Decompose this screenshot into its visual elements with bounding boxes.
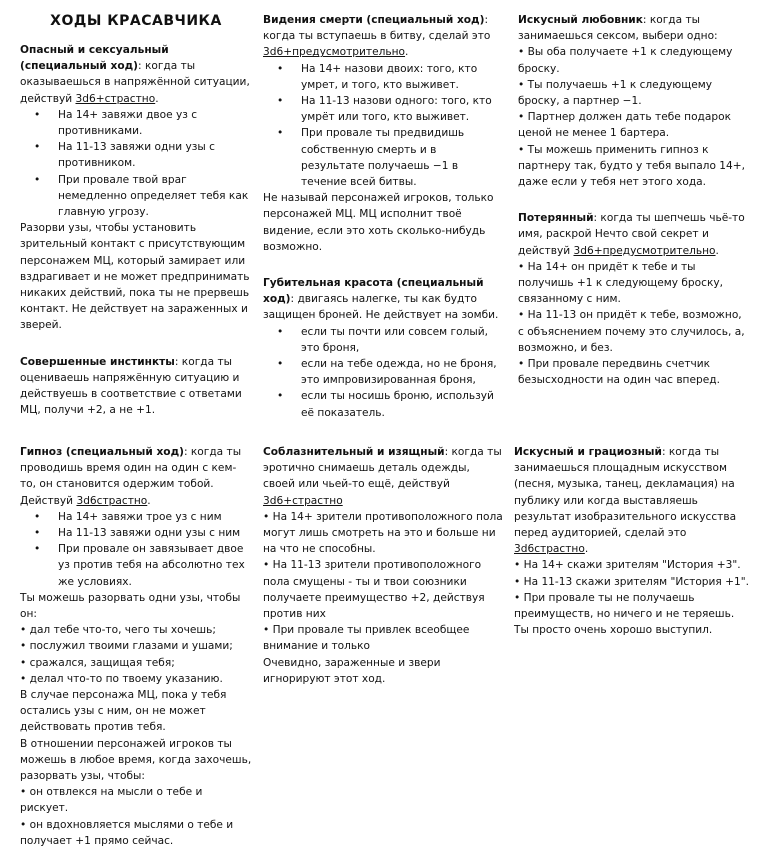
move-note: В отношении персонажей игроков ты можешь в любое время, когда захочешь, разорвать узы, чтобы:: [20, 737, 252, 783]
roll-formula: 3d6+страстно: [263, 494, 343, 507]
option-item: • если на тебе одежда, но не броня, это импровизированная броня,: [263, 356, 503, 388]
move-dangerous-sexy: [20, 42, 252, 334]
bullet-line: • он вдохновляется мыслями о тебе и получает +1 прямо сейчас.: [20, 818, 234, 847]
column-3-bottom: [514, 444, 750, 648]
option-item: • На 11-13 завяжи одни узы с ним: [20, 525, 252, 541]
option-item: • На 11-13 завяжи одни узы с противником.: [20, 139, 252, 171]
move-name: Потерянный: [518, 212, 594, 225]
move-options: [263, 61, 503, 191]
move-lost: [518, 210, 750, 388]
move-description: Потерянный: когда ты шепчешь чьё-то имя, раскрой Нечто свой секрет и действуй 3d6+предусмотрительно.: [518, 212, 745, 257]
option-item: • При провале твой враг немедленно определяет тебя как главную угрозу.: [20, 172, 252, 221]
move-description: Опасный и сексуальный (специальный ход): когда ты оказываешься в напряжённой ситуации, действуй 3d6+страстно.: [20, 44, 250, 105]
bullet-line: • послужил твоими глазами и ушами;: [20, 640, 233, 653]
move-name: Губительная красота (специальный ход): [263, 277, 484, 306]
move-death-visions: [263, 12, 503, 255]
column-2-top: [263, 12, 503, 431]
move-name: Искусный любовник: [518, 14, 643, 26]
bullet-line: • На 11-13 зрители противоположного пола смущены - ты и твои союзники получаете преимущество +2, действуя против них: [263, 559, 485, 621]
bullet-line: • При провале передвинь счетчик безысходности на один час вперед.: [518, 358, 720, 387]
option-item: • При провале ты предвидишь собственную смерть и в результате получаешь −1 в течение всей битвы.: [263, 125, 503, 190]
move-note: В случае персонажа МЦ, пока у тебя остались узы с ним, он не может действовать против тебя.: [20, 689, 227, 734]
move-perfect-instincts: [20, 354, 252, 419]
move-description: Искусный и грациозный: когда ты занимаешься площадным искусством (песня, музыка, танец, декламация) на публику или когда выставляешь результат изобразительного искусства перед аудиторией, сделай это 3d6страстно.: [514, 446, 737, 556]
roll-formula: 3d6страстно: [76, 494, 148, 507]
move-note: Не называй персонажей игроков, только персонажей МЦ. МЦ исполнит твоё видение, если это хоть сколько-нибудь возможно.: [263, 192, 494, 253]
move-name: Опасный и сексуальный (специальный ход): [20, 44, 169, 73]
option-item: • если ты почти или совсем голый, это броня,: [263, 324, 503, 356]
move-seductive-graceful: [263, 444, 503, 687]
page-title: ХОДЫ КРАСАВЧИКА: [50, 13, 222, 29]
column-3-top: [518, 12, 750, 398]
option-item: • На 11-13 назови одного: того, кто умрёт или того, кто выживет.: [263, 93, 503, 125]
option-item: • На 14+ завяжи трое уз с ним: [20, 509, 252, 525]
roll-formula: 3d6+предусмотрительно: [263, 46, 406, 59]
bullet-line: • Партнер должен дать тебе подарок ценой не менее 1 бартера.: [518, 111, 731, 140]
option-item: • если ты носишь броню, используй её показатель.: [263, 388, 503, 420]
move-name: Искусный и грациозный: [514, 446, 662, 458]
move-name: Совершенные инстинкты: [20, 355, 175, 368]
column-1-top: [20, 12, 252, 428]
move-name: Соблазнительный и изящный: [263, 446, 445, 458]
bullet-line: • делал что-то по твоему указанию.: [20, 672, 223, 685]
option-item: • На 14+ завяжи двое уз с противниками.: [20, 107, 252, 139]
move-name: Гипноз (специальный ход): [20, 446, 184, 458]
move-description: Искусный любовник: когда ты занимаешься сексом, выбери одно:: [518, 14, 718, 43]
move-description: Совершенные инстинкты: когда ты оцениваешь напряжённую ситуацию и действуешь в соответствие с ответами МЦ, получи +2, а не +1.: [20, 355, 242, 417]
bullet-line: • При провале ты привлек всеобщее внимание и только: [263, 624, 470, 653]
roll-formula: 3d6+страстно: [75, 92, 156, 105]
roll-formula: 3d6страстно: [514, 543, 585, 556]
move-options: [20, 107, 252, 220]
move-note: Разорви узы, чтобы установить зрительный контакт с присутствующим персонажем МЦ, который замирает или вздрагивает и не может предпринимать никаких действий, пока ты не прервешь контакт. Не действует на зараженных и зверей.: [20, 222, 250, 332]
move-skilled-lover: [518, 12, 750, 190]
option-item: • При провале он завязывает двое уз против тебя на абсолютно тех же условиях.: [20, 541, 252, 590]
move-hypnosis: [20, 444, 252, 849]
move-description: Видения смерти (специальный ход): когда ты вступаешь в битву, сделай это 3d6+предусмотрительно.: [263, 14, 491, 59]
bullet-line: • На 11-13 скажи зрителям "История +1".: [514, 575, 750, 588]
move-description: Соблазнительный и изящный: когда ты эротично снимаешь деталь одежды, своей или чьей-то ещё, действуй 3d6+страстно: [263, 446, 502, 507]
move-name: Видения смерти (специальный ход): [263, 14, 485, 26]
column-2-bottom: [263, 444, 503, 697]
bullet-line: • На 14+ он придёт к тебе и ты получишь +1 к следующему броску, связанному с ним.: [518, 260, 723, 306]
bullet-line: • На 11-13 он придёт к тебе, возможно, с объяснением почему это случилось, а, возможно, и без.: [518, 309, 745, 354]
move-skilled-graceful: [514, 444, 750, 638]
move-options: [263, 324, 503, 421]
bullet-line: • На 14+ зрители противоположного пола могут лишь смотреть на это и больше ни на что не способны.: [263, 510, 503, 556]
bullet-line: • При провале ты не получаешь преимуществ, но ничего и не теряешь. Ты просто очень хорошо выступил.: [514, 591, 735, 637]
move-deadly-beauty: [263, 275, 503, 421]
option-item: • На 14+ назови двоих: того, кто умрет, и того, кто выживет.: [263, 61, 503, 93]
move-description: Губительная красота (специальный ход): двигаясь налегке, ты как будто защищен броней. Не действует на зомби.: [263, 277, 499, 322]
bullet-line: • Вы оба получаете +1 к следующему броску.: [518, 46, 733, 75]
roll-formula: 3d6+предусмотрительно: [573, 244, 716, 257]
move-note: Очевидно, зараженные и звери игнорируют этот ход.: [263, 656, 441, 685]
move-description: Гипноз (специальный ход): когда ты проводишь время один на один с кем-то, он становится одержим тобой. Действуй 3d6страстно.: [20, 446, 242, 507]
bullet-line: • он отвлекся на мысли о тебе и рискует.: [20, 786, 203, 815]
bullet-line: • дал тебе что-то, чего ты хочешь;: [20, 624, 216, 637]
bullet-line: • Ты получаешь +1 к следующему броску, а партнер −1.: [518, 78, 712, 108]
bullet-line: • Ты можешь применить гипноз к партнеру так, будто у тебя выпало 14+, даже если у тебя нет этого хода.: [518, 143, 746, 189]
move-options: [20, 509, 252, 590]
column-1-bottom: [20, 444, 252, 859]
bullet-line: • сражался, защищая тебя;: [20, 656, 175, 669]
bullet-line: • На 14+ скажи зрителям "История +3".: [514, 559, 741, 572]
move-note: Ты можешь разорвать одни узы, чтобы он:: [20, 591, 241, 621]
